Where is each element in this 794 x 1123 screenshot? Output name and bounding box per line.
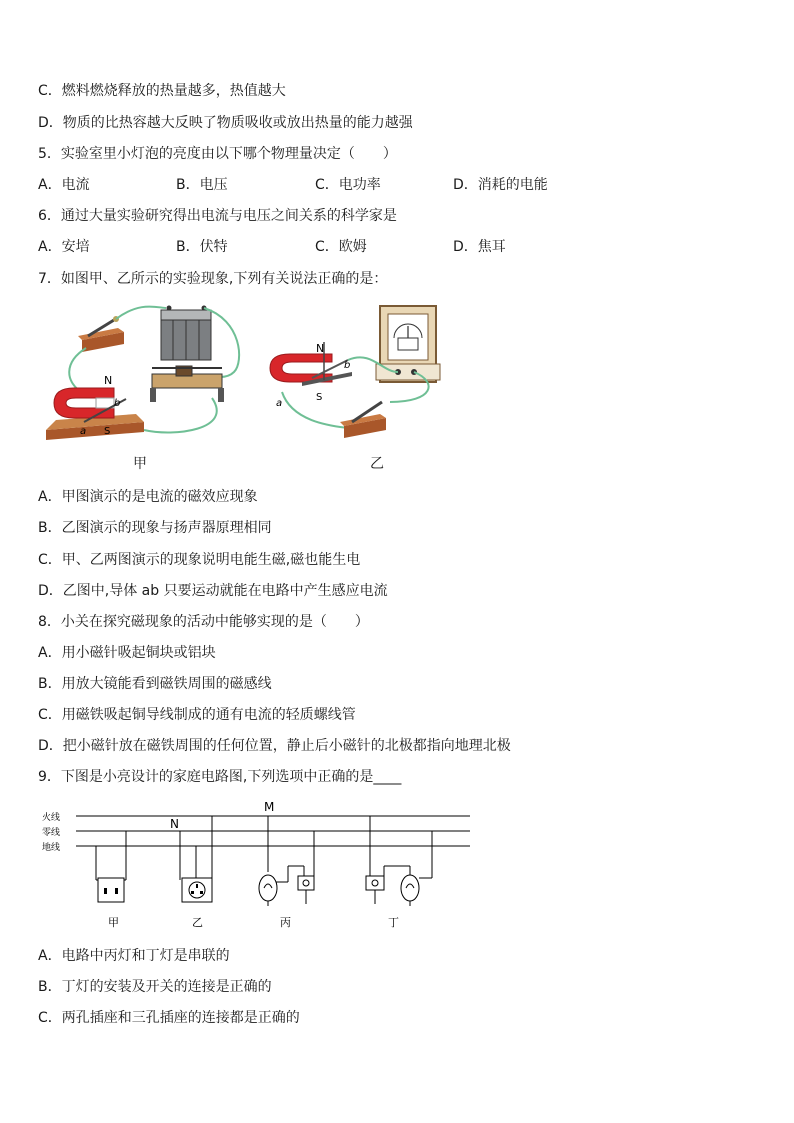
label-jia: 甲 xyxy=(108,916,119,929)
q5-option-d: D．消耗的电能 xyxy=(453,177,548,193)
label-a: a xyxy=(276,398,283,409)
q4-option-c: C．燃料燃烧释放的热量越多，热值越大 xyxy=(38,83,286,99)
q9-option-a: A．电路中丙灯和丁灯是串联的 xyxy=(38,948,230,964)
figure-jia-caption: 甲 xyxy=(133,456,147,472)
q4-option-d: D．物质的比热容越大反映了物质吸收或放出热量的能力越强 xyxy=(38,115,413,131)
q7-option-a: A．甲图演示的是电流的磁效应现象 xyxy=(38,489,258,505)
q9-stem: 9．下图是小亮设计的家庭电路图,下列选项中正确的是____ xyxy=(38,769,402,785)
label-a: a xyxy=(80,426,87,437)
label-yi: 乙 xyxy=(192,916,203,929)
label-b: b xyxy=(344,360,351,371)
label-ground-wire: 地线 xyxy=(42,843,61,853)
figure-jia-electromagnetic-experiment xyxy=(44,302,244,444)
label-m: M xyxy=(264,800,275,814)
q7-option-c: C．甲、乙两图演示的现象说明电能生磁,磁也能生电 xyxy=(38,552,361,568)
figure-yi-induction-experiment xyxy=(262,302,448,444)
q9-option-c: C．两孔插座和三孔插座的连接都是正确的 xyxy=(38,1010,300,1026)
q8-option-a: A．用小磁针吸起铜块或铝块 xyxy=(38,645,216,661)
q8-option-c: C．用磁铁吸起铜导线制成的通有电流的轻质螺线管 xyxy=(38,707,356,723)
lamp-bing xyxy=(259,875,277,901)
label-b: b xyxy=(114,398,121,409)
switch-bing xyxy=(298,876,314,890)
q8-option-d: D．把小磁针放在磁铁周围的任何位置，静止后小磁针的北极都指向地理北极 xyxy=(38,738,511,754)
q8-option-b: B．用放大镜能看到磁铁周围的磁感线 xyxy=(38,676,272,692)
figure-household-circuit xyxy=(36,796,476,938)
horseshoe-magnet xyxy=(270,354,332,382)
label-bing: 丙 xyxy=(280,916,291,929)
q6-stem: 6．通过大量实验研究得出电流与电压之间关系的科学家是 xyxy=(38,208,397,224)
label-ding: 丁 xyxy=(388,916,399,929)
q6-option-a: A．安培 xyxy=(38,239,90,255)
q5-stem: 5．实验室里小灯泡的亮度由以下哪个物理量决定（ ） xyxy=(38,146,397,162)
q6-option-b: B．伏特 xyxy=(176,239,228,255)
label-n: N xyxy=(316,342,325,355)
label-neutral-wire: 零线 xyxy=(42,828,61,838)
label-live-wire: 火线 xyxy=(42,813,61,823)
q5-option-c: C．电功率 xyxy=(315,177,381,193)
q5-option-a: A．电流 xyxy=(38,177,90,193)
label-s: S xyxy=(316,392,323,403)
switch-ding xyxy=(366,876,384,890)
figure-yi-caption: 乙 xyxy=(370,456,384,472)
q7-option-b: B．乙图演示的现象与扬声器原理相同 xyxy=(38,520,272,536)
q6-option-c: C．欧姆 xyxy=(315,239,367,255)
q7-stem: 7．如图甲、乙所示的实验现象,下列有关说法正确的是： xyxy=(38,271,388,287)
wire xyxy=(116,307,166,319)
q6-option-d: D．焦耳 xyxy=(453,239,506,255)
lamp-ding xyxy=(401,875,419,901)
q5-option-b: B．电压 xyxy=(176,177,228,193)
label-s: S xyxy=(104,426,111,437)
q9-option-b: B．丁灯的安装及开关的连接是正确的 xyxy=(38,979,272,995)
q7-option-d: D．乙图中,导体 ab 只要运动就能在电路中产生感应电流 xyxy=(38,583,388,599)
label-n: N xyxy=(104,374,113,387)
q8-stem: 8．小关在探究磁现象的活动中能够实现的是（ ） xyxy=(38,614,369,630)
label-n: N xyxy=(170,817,179,831)
two-hole-socket xyxy=(98,878,124,902)
